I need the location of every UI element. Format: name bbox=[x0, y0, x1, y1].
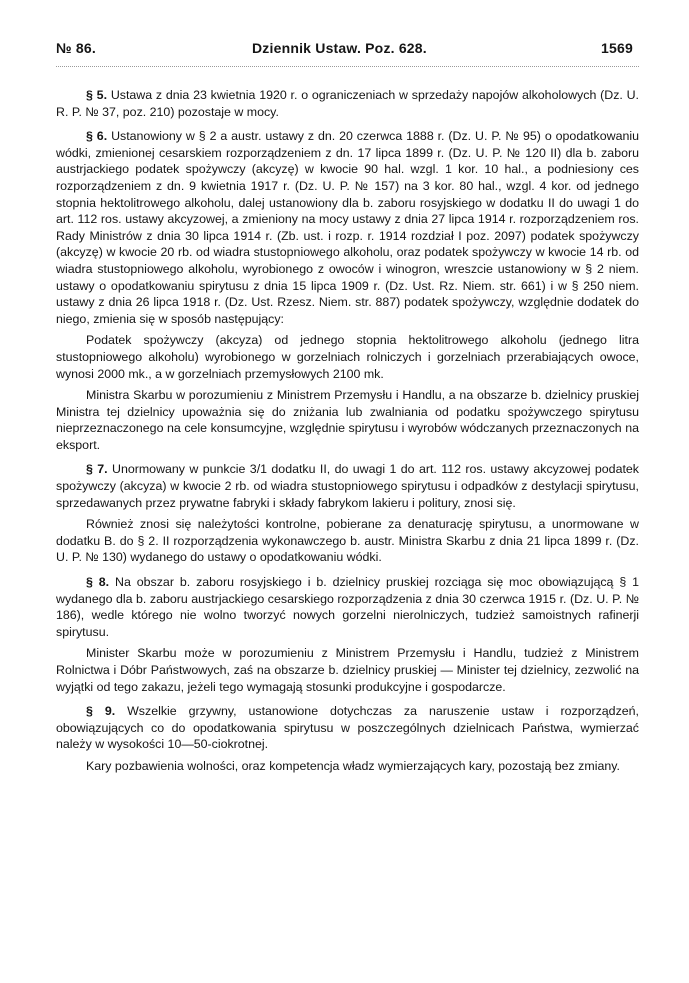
document-body bbox=[56, 87, 639, 775]
page-number: 1569 bbox=[601, 40, 633, 56]
header-divider bbox=[56, 66, 639, 67]
paragraph-penalties bbox=[56, 758, 639, 775]
paragraph-text: Na obszar b. zaboru rosyjskiego i b. dzielnicy pruskiej rozciąga się moc obowiązującą § 1 wydanego dla b. zaboru austrjackiego cesarskiego rozporządzenia z dnia 30 czerwca 1915 r. (Dz. U. P. № 186), wedle którego nie wolno tworzyć nowych gorzelni nierolniczych, tudzież samoistnych rafinerji spirytusu. bbox=[56, 575, 640, 639]
section-mark: § 9. bbox=[86, 704, 116, 719]
paragraph-text: Kary pozbawienia wolności, oraz kompetencja władz wymierzających kary, pozostają bez zmiany. bbox=[86, 758, 620, 773]
paragraph-section-7 bbox=[56, 461, 639, 511]
journal-title: Dziennik Ustaw. Poz. 628. bbox=[252, 40, 427, 56]
paragraph-section-5 bbox=[56, 87, 639, 120]
paragraph-text: Podatek spożywczy (akcyza) od jednego stopnia hektolitrowego alkoholu (jednego litra stustopniowego alkoholu) wyrobionego w gorzelniach rolniczych i gorzelniach przerabiających owoce, wynosi 2000 mk., a w gorzelniach przemysłowych 2100 mk. bbox=[56, 333, 639, 381]
paragraph-text: Ustanowiony w § 2 a austr. ustawy z dn. 20 czerwca 1888 r. (Dz. U. P. № 95) o opodatkowaniu wódki, zmienionej cesarskiem rozporządzeniem z dn. 17 lipca 1899 r. (Dz. U. P. № 120 II) dla b. zaboru austrjackiego podatek spożywczy (akcyzę) w kwocie 90 hal. wzgl. 1 kor. 10 hal., a podniesiony ces rozporządzeniem z dn. 9 kwietnia 1917 r. (Dz. U. P. № 157) na 3 kor. 80 hal., wzgl. 4 kor. od jednego stopnia hektolitrowego alkoholu, dalej ustanowiony dla b. zaboru rosyjskiego w dodatku II do uwagi 1 do art. 112 ros. ustawy akcyzowej, a zmieniony na mocy ustawy z dnia 27 lipca 1914 r. rozporządzeniem ros. Rady Ministrów z dnia 30 lipca 1914 r. (Zb. ust. i rozp. r. 1914 rozdział I poz. 2097) podatek spożywczy (akcyzę) w kwocie 20 rb. od wiadra stustopniowego alkoholu, oraz podatek spożywczy w kwocie 14 rb. od wiadra stustopniowego alkoholu, wyrobionego z owoców i winogron, wreszcie ustanowiony w § 2 niem. ustawy o opodatkowaniu spirytusu z dnia 15 lipca 1909 r. (Dz. Ust. Rz. Niem. str. 661) i w § 250 niem. ustawy z dnia 26 lipca 1918 r. (Dz. Ust. Rzesz. Niem. str. 887) podatek spożywczy, względnie dodatek do niego, zmienia się w sposób następujący: bbox=[56, 129, 639, 326]
page-header bbox=[56, 34, 639, 62]
paragraph-text: Również znosi się należytości kontrolne, pobierane za denaturację spirytusu, a unormowane w dodatku B. do § 2. II rozporządzenia wykonawczego b. austr. Ministra Skarbu z dnia 21 lipca 1899 r. (Dz. U. P. № 130) wydanego do ustawy o opodatkowaniu wódki. bbox=[56, 517, 639, 565]
paragraph-text: Minister Skarbu może w porozumieniu z Ministrem Przemysłu i Handlu, tudzież z Ministrem Rolnictwa i Dóbr Państwowych, zaś na obszarze b. dzielnicy pruskiej — Minister tej dzielnicy, zezwolić na wyjątki od tego zakazu, jeżeli tego wymagają stosunki produkcyjne i gospodarcze. bbox=[56, 646, 639, 694]
paragraph-text: Ustawa z dnia 23 kwietnia 1920 r. o ograniczeniach w sprzedaży napojów alkoholowych (Dz. U. R. P. № 37, poz. 210) pozostaje w mocy. bbox=[56, 88, 640, 119]
section-mark: § 5. bbox=[86, 88, 108, 102]
paragraph-section-9 bbox=[56, 703, 639, 753]
paragraph-section-6 bbox=[56, 128, 639, 327]
section-mark: § 6. bbox=[86, 129, 108, 144]
paragraph-control-fees bbox=[56, 516, 639, 566]
paragraph-minister-authority bbox=[56, 387, 639, 453]
paragraph-text: Ministra Skarbu w porozumieniu z Ministrem Przemysłu i Handlu, a na obszarze b. dzielnicy pruskiej Ministra tej dzielnicy upoważnia się do zniżania lub zwalniania od podatku spożywczego spirytusu nieprzeznaczonego na cele konsumcyjne, względnie spirytusu i wyrobów wódczanych przeznaczonych na eksport. bbox=[56, 388, 639, 452]
paragraph-text: Wszelkie grzywny, ustanowione dotychczas za naruszenie ustaw i rozporządzeń, obowiązujących co do opodatkowania spirytusu w poszczególnych dzielnicach Państwa, wymierzać należy w wysokości 10—50-ciokrotnej. bbox=[56, 704, 639, 752]
issue-number: № 86. bbox=[56, 40, 96, 56]
paragraph-text: Unormowany w punkcie 3/1 dodatku II, do uwagi 1 do art. 112 ros. ustawy akcyzowej podatek spożywczy (akcyza) w kwocie 2 rb. od wiadra stustopniowego spirytusu i odpadków z destylacji spirytusu, sprzedawanych przez prywatne fabryki i składy fabrykom lakieru i politury, znosi się. bbox=[56, 462, 639, 510]
paragraph-exceptions bbox=[56, 645, 639, 695]
section-mark: § 7. bbox=[86, 462, 108, 477]
section-mark: § 8. bbox=[86, 575, 110, 590]
paragraph-section-8 bbox=[56, 574, 639, 640]
paragraph-tax-rate bbox=[56, 332, 639, 382]
